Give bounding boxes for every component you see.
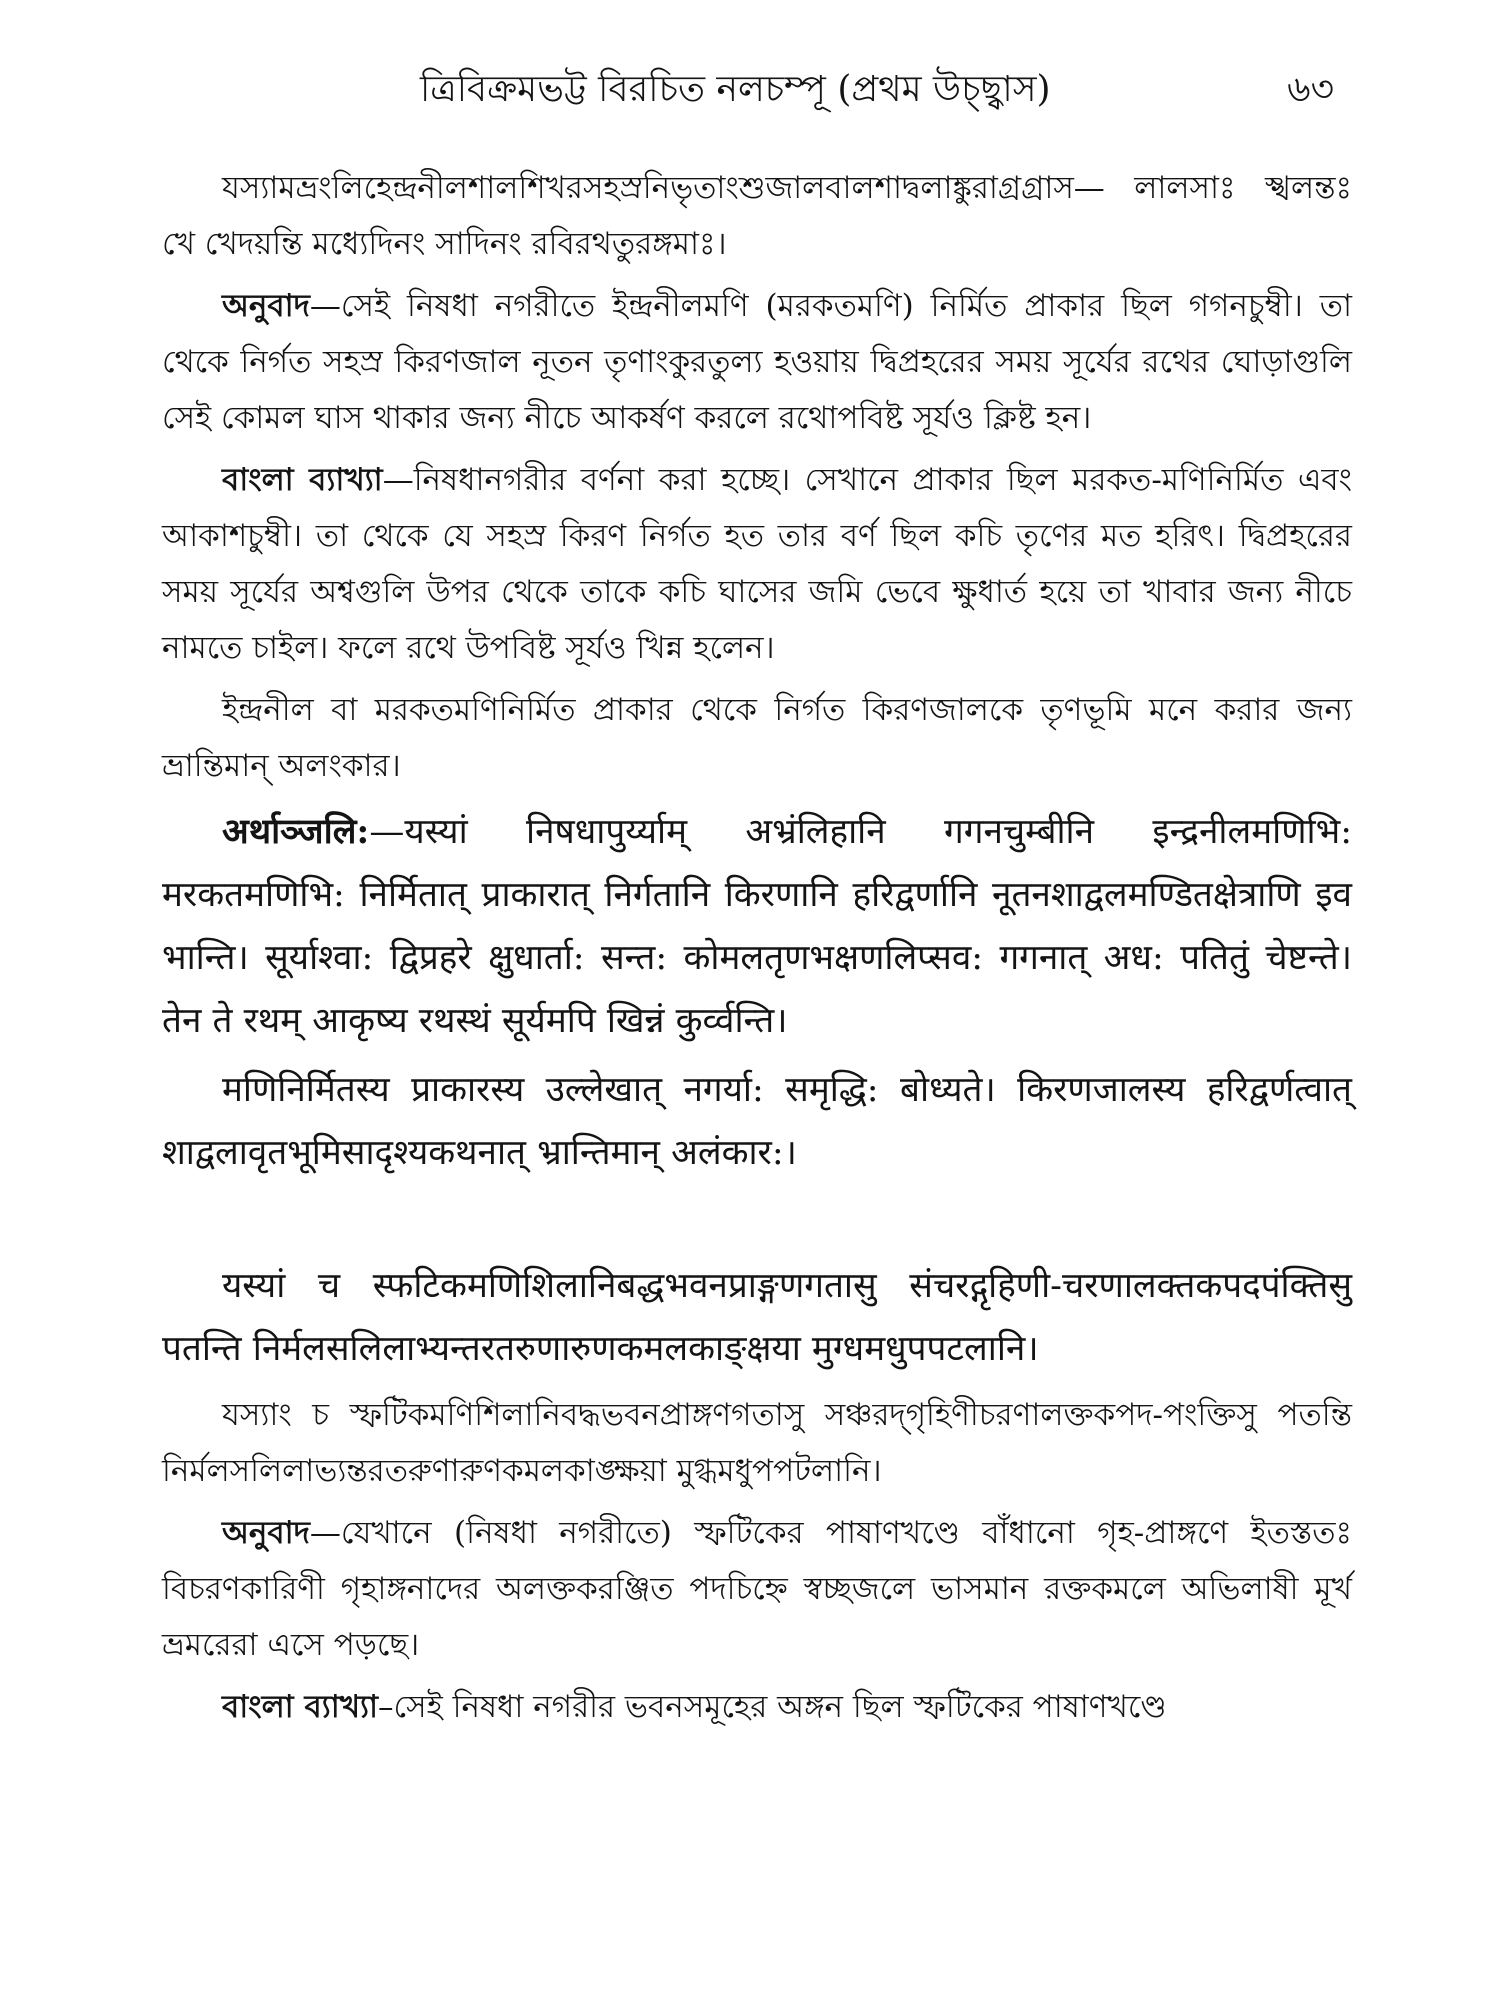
- bengali-explanation-paragraph: [162, 1679, 1352, 1735]
- translation-paragraph: [162, 278, 1352, 446]
- paragraph-text: ইন্দ্রনীল বা মরকতমণিনির্মিত প্রাকার থেকে নির্গত কিরণজালকে তৃণভূমি মনে করার জন্য ভ্রান্তিমান্ অলংকার।: [162, 692, 1352, 784]
- paragraph-text: मणिनिर्मितस्य प्राकारस्य उल्लेखात् नगर्या: समृद्धि: बोध्यते। किरणजालस्य हरिद्वर्णत्वात् शाद्वलावृतभूमिसादृश्यकथनात् भ्रान्तिमान् अलंकार:।: [162, 1070, 1352, 1173]
- arthanjali-label: अर्थाञ्जलि:: [222, 811, 370, 852]
- bengali-explanation-paragraph: [162, 452, 1352, 676]
- explanation-label: বাংলা ব্যাখ্যা: [222, 1689, 379, 1725]
- paragraph-text: —यस्यां निषधापुर्य्याम् अभ्रंलिहानि गगनचुम्बीनि इन्द्रनीलमणिभि: मरकतमणिभि: निर्मितात् प्राकारात् निर्गतानि किरणानि हरिद्वर्णानि नूतनशाद्वलमण्डितक्षेत्राणि इव भान्ति। सूर्याश्वा: द्विप्रहरे क्षुधार्ता: सन्त: कोमलतृणभक्षणलिप्सव: गगनात् अध: पतितुं चेष्टन्ते। तेन ते रथम् आकृष्य रथस्थं सूर्यमपि खिन्नं कुर्व्वन्ति।: [162, 812, 1352, 1041]
- paragraph-text: —যেখানে (নিষধা নগরীতে) স্ফটিকের পাষাণখণ্ডে বাঁধানো গৃহ-প্রাঙ্গণে ইতস্ততঃ বিচরণকারিণী গৃহাঙ্গনাদের অলক্তকরঞ্জিত পদচিহ্নে স্বচ্ছজলে ভাসমান রক্তকমলে অভিলাষী মূর্খ ভ্রমরেরা এসে পড়ছে।: [162, 1515, 1352, 1663]
- paragraph-text: यस्यां च स्फटिकमणिशिलानिबद्धभवनप्राङ्गणगतासु संचरद्गृहिणी-चरणालक्तकपदपंक्तिसु पतन्ति निर्मलसलिलाभ्यन्तरतरुणारुणकमलकाङ्क्षया मुग्धमधुपपटलानि।: [162, 1266, 1352, 1369]
- sanskrit-verse-bengali-script: [162, 160, 1352, 272]
- paragraph-text: যস্যামভ্রংলিহেন্দ্রনীলশালশিখরসহস্রনিভৃতাংশুজালবালশাদ্বলাঙ্কুরাগ্রগ্রাস— লালসাঃ স্খলন্তঃ খে খেদয়ন্তি মধ্যেদিনং সাদিনং রবিরথতুরঙ্গমাঃ।: [162, 170, 1352, 262]
- paragraph-text: —নিষধানগরীর বর্ণনা করা হচ্ছে। সেখানে প্রাকার ছিল মরকত-মণিনির্মিত এবং আকাশচুম্বী। তা থেকে যে সহস্র কিরণ নির্গত হত তার বর্ণ ছিল কচি তৃণের মত হরিৎ। দ্বিপ্রহরের সময় সূর্যের অশ্বগুলি উপর থেকে তাকে কচি ঘাসের জমি ভেবে ক্ষুধার্ত হয়ে তা খাবার জন্য নীচে নামতে চাইল। ফলে রথে উপবিষ্ট সূর্যও খিন্ন হলেন।: [162, 462, 1353, 666]
- running-header: [0, 62, 1500, 122]
- explanation-label: বাংলা ব্যাখ্যা: [222, 462, 383, 498]
- running-title: ত্রিবিক্রমভট্ট বিরচিত নলচম্পূ (প্রথম উচ্ছ্বাস): [420, 69, 1051, 110]
- paragraph-text: –সেই নিষধা নগরীর ভবনসমূহের অঙ্গন ছিল স্ফটিকের পাষাণখণ্ডে: [378, 1689, 1167, 1725]
- page-number: ৬৩: [1287, 69, 1334, 110]
- translation-paragraph: [162, 1505, 1352, 1673]
- arthanjali-paragraph: [162, 800, 1352, 1053]
- sanskrit-verse-devanagari: [162, 1255, 1352, 1381]
- page-body: [162, 160, 1352, 1735]
- paragraph-text: যস্যাং চ স্ফটিকমণিশিলানিবদ্ধভবনপ্রাঙ্গণগতাসু সঞ্চরদ্‌গৃহিণীচরণালক্তকপদ-পংক্তিসু পতন্তি নির্মলসলিলাভ্যন্তরতরুণারুণকমলকাঙ্ক্ষয়া মুগ্ধমধুপপটলানি।: [162, 1397, 1352, 1489]
- sanskrit-note-paragraph: [162, 1059, 1352, 1185]
- translation-label: অনুবাদ: [222, 288, 310, 324]
- alankara-note: [162, 682, 1352, 794]
- translation-label: অনুবাদ: [222, 1515, 310, 1551]
- sanskrit-verse-bengali-script: [162, 1387, 1352, 1499]
- paragraph-text: —সেই নিষধা নগরীতে ইন্দ্রনীলমণি (মরকতমণি) নির্মিত প্রাকার ছিল গগনচুম্বী। তা থেকে নির্গত সহস্র কিরণজাল নূতন তৃণাংকুরতুল্য হওয়ায় দ্বিপ্রহরের সময় সূর্যের রথের ঘোড়াগুলি সেই কোমল ঘাস থাকার জন্য নীচে আকর্ষণ করলে রথোপবিষ্ট সূর্যও ক্লিষ্ট হন।: [162, 288, 1352, 436]
